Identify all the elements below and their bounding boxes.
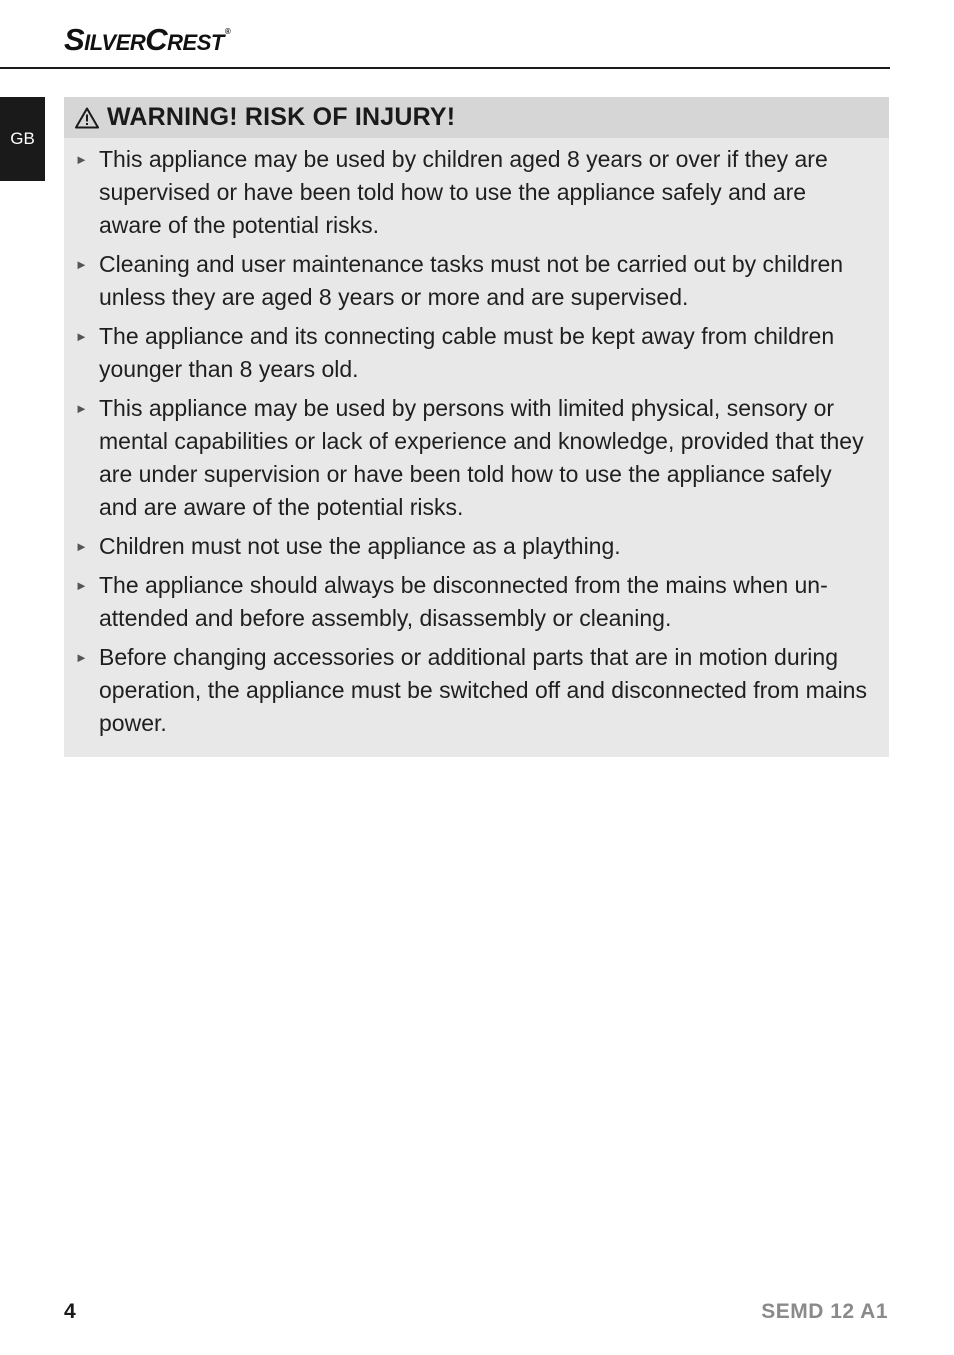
page-number: 4 xyxy=(64,1300,76,1323)
bullet-arrow-icon: ► xyxy=(75,650,88,665)
warning-item-text: The appliance and its connecting cable must be kept away from children younger than 8 years old. xyxy=(99,323,835,382)
warning-triangle-icon xyxy=(75,107,99,129)
warning-item-text: The appliance should always be disconnected from the mains when un-attended and before assembly, disassembly or cleaning. xyxy=(99,572,828,631)
model-number: SEMD 12 A1 xyxy=(761,1300,888,1323)
language-tab: GB xyxy=(0,97,45,181)
warning-item xyxy=(64,143,889,242)
bullet-arrow-icon: ► xyxy=(75,578,88,593)
bullet-arrow-icon: ► xyxy=(75,539,88,554)
brand-logo xyxy=(64,22,230,58)
warning-item xyxy=(64,248,889,314)
warning-item-text: This appliance may be used by children aged 8 years or over if they are supervised or have been told how to use the appliance safely and are aware of the potential risks. xyxy=(99,146,828,238)
warning-item-text: This appliance may be used by persons with limited physical, sensory or mental capabilities or lack of experience and knowledge, provided that they are under supervision or have been told how to use the appliance safely and are aware of the potential risks. xyxy=(99,395,864,520)
warning-box xyxy=(64,97,889,757)
warning-item xyxy=(64,641,889,740)
bullet-arrow-icon: ► xyxy=(75,401,88,416)
warning-item xyxy=(64,530,889,563)
brand-logo-part-1: Silver xyxy=(64,22,146,57)
bullet-arrow-icon: ► xyxy=(75,257,88,272)
warning-header xyxy=(64,97,889,138)
warning-list xyxy=(64,138,889,740)
bullet-arrow-icon: ► xyxy=(75,329,88,344)
warning-item-text: Cleaning and user maintenance tasks must not be carried out by children unless they are aged 8 years or more and are supervised. xyxy=(99,251,844,310)
brand-logo-part-2: Crest xyxy=(145,22,224,57)
registered-mark: ® xyxy=(224,27,231,36)
warning-item-text: Children must not use the appliance as a plaything. xyxy=(99,533,621,559)
bullet-arrow-icon: ► xyxy=(75,152,88,167)
warning-title: WARNING! RISK OF INJURY! xyxy=(107,103,456,131)
warning-item xyxy=(64,569,889,635)
warning-item xyxy=(64,320,889,386)
warning-item-text: Before changing accessories or additional parts that are in motion during operation, the appliance must be switched off and disconnected from mains power. xyxy=(99,644,867,736)
header-divider xyxy=(0,67,890,69)
warning-item xyxy=(64,392,889,524)
